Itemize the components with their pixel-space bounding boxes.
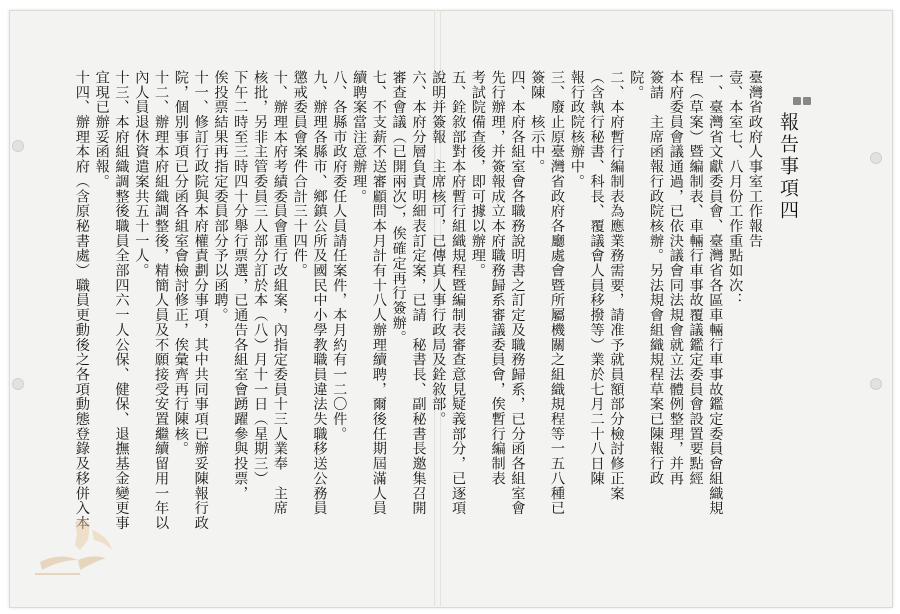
punch-hole (870, 378, 882, 390)
text-column: 一、臺灣省文獻委員會、臺灣省各區車輛行車事故鑑定委員會組織規 (707, 70, 724, 516)
text-column: 下午二時至三時四十分舉行票選，已通告各組室會踴躍參與投票， (232, 70, 249, 501)
text-column: 審查會議（已開兩次），俟確定再行簽辦。 (390, 70, 407, 346)
text-column: 考試院備查後，即可據以辦理。 (469, 70, 486, 278)
text-column: 三、廢止原臺灣省政府各廳處會暨所屬機關之組織規程等一五八種已 (549, 70, 566, 516)
text-column: 壹、本室七、八月份工作重點如次： (727, 70, 744, 308)
text-column: 院，個別事項已分函各組室會檢討修正，俟彙齊再行陳核。 (172, 70, 189, 457)
text-column: 報行政院核辦中。 (568, 70, 585, 189)
island-shape (75, 518, 90, 550)
text-column: 七、不支薪不送審顧問本月計有十八人辦理續聘，爾後任期屆滿人員 (370, 70, 387, 516)
text-column: 十四、辦理本府（含原秘書處）職員更動後之各項動態登錄及移併入本 (73, 70, 90, 531)
open-book-left (40, 556, 78, 570)
text-column: 先行辦理，并簽報成立本府職務歸系審議委員會，俟暫行編制表 (489, 70, 506, 486)
text-column: 十一、修訂行政院與本府權責劃分事項，其中共同事項已辦妥陳報行政 (192, 70, 209, 531)
text-column: 說明并簽報 主席核可，已傳真人事行政局及銓敘部。 (430, 70, 447, 427)
text-column: 程（草案）暨編制表、車輛行車事故覆議鑑定委員會設置要點經 (687, 70, 704, 486)
text-column: 本府委員會議通過，已依決議會同法規會就立法體例整理，并再 (667, 70, 684, 486)
text-column: 二、本府暫行編制表為應業務需要，請准予就員額部分檢討修正案 (608, 70, 625, 501)
text-column: 八、各縣市政府委任人員請任案件，本月約有一二〇件。 (331, 70, 348, 442)
text-column: 九、辦理各縣市、鄉鎮公所及國民中小學教職員違法失職移送公務員 (311, 70, 328, 516)
text-column: 簽請 主席函報行政院核辦。另法規會組織規程草案已陳報行政 (648, 70, 665, 486)
text-column: （含執行秘書、科長、覆議會人員移撥等）業於七月二十八日陳 (588, 70, 605, 486)
text-column: 十三、本府組織調整後職員全部四六一人公保、健保、退撫基金變更事 (113, 70, 130, 531)
punch-hole (870, 152, 882, 164)
text-column: 五、銓敘部對本府暫行組織規程暨編制表審查意見疑義部分，已逐項 (450, 70, 467, 516)
text-column: 六、本府分層負責明細表訂定案，已請 秘書長、副秘書長邀集召開 (410, 70, 427, 516)
punch-hole (12, 140, 24, 152)
text-column: 院。 (628, 70, 645, 100)
text-column: 俟投票結果再指定委員部分予以函聘。 (212, 70, 229, 323)
report-heading: 報告事項四 (777, 112, 799, 222)
text-column: 懲戒委員會案件合計三十四件。 (291, 70, 308, 278)
text-column: 核批，另非主管委員三人部分訂於本（八）月十一日（星期三） (252, 70, 269, 486)
text-column: 十二、辦理本府組織調整後，精簡人員及不願接受安置繼續留用一年以 (153, 70, 170, 531)
blacked-out-mark (793, 94, 811, 108)
archive-logo-watermark (20, 510, 120, 590)
text-column: 內人員退休資遣案共五十一人。 (133, 70, 150, 278)
punch-hole (12, 378, 24, 390)
text-column: 臺灣省政府人事室工作報告 (747, 70, 763, 249)
text-column: 簽陳 核示中。 (529, 70, 546, 174)
text-column: 續聘案當注意辦理。 (351, 70, 368, 204)
text-column: 十、辦理本府考績委員會重行改組案，內指定委員十三人業奉 主席 (271, 70, 288, 516)
open-book-right (78, 556, 106, 570)
text-column: 四、本府各組室會各職務說明書之訂定及職務歸系，已分函各組室會 (509, 70, 526, 516)
text-column: 宜現已辦妥函報。 (93, 70, 110, 189)
feather-shape (92, 530, 112, 550)
report-body (73, 70, 764, 531)
